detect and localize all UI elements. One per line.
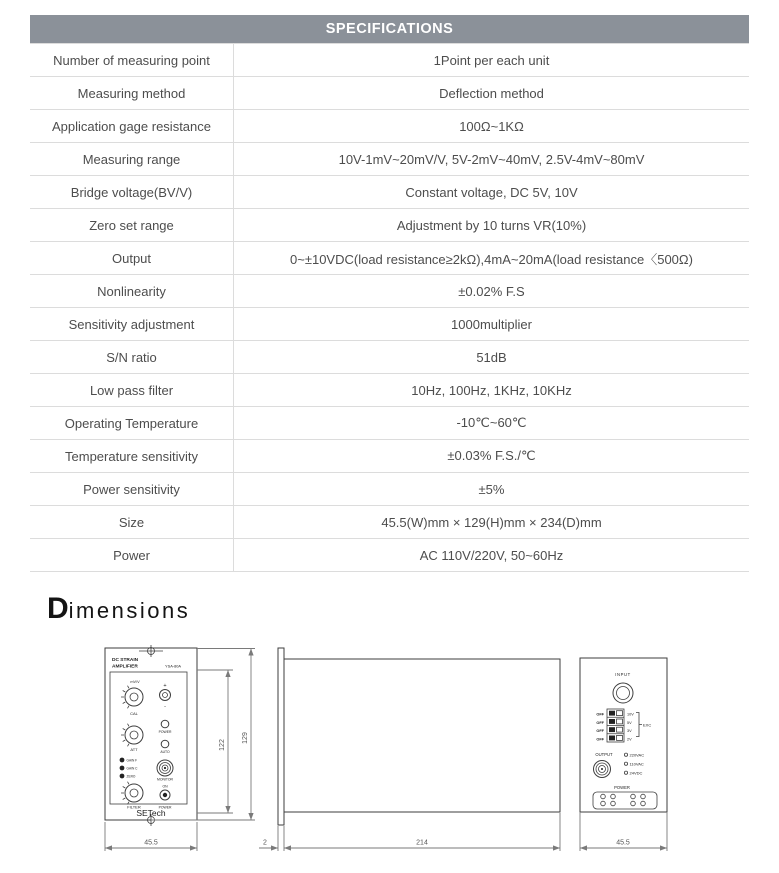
table-row	[30, 308, 749, 341]
spec-value: AC 110V/220V, 50~60Hz	[233, 539, 749, 571]
power-switch-label: POWER	[158, 805, 172, 810]
on-label: ON	[162, 784, 168, 789]
spec-value: -10℃~60℃	[233, 407, 749, 439]
table-row	[30, 539, 749, 572]
spec-value: Deflection method	[233, 77, 749, 109]
spec-label: Low pass filter	[89, 382, 174, 398]
rear-width-value: 45.5	[616, 839, 630, 847]
dip-off-label: OFF	[596, 712, 604, 717]
input-label: INPUT	[615, 672, 631, 677]
voltage-option-label: 110VAC	[629, 761, 644, 767]
gain-c-label: GAIN C	[126, 766, 138, 771]
cal-label: CAL	[130, 711, 138, 716]
spec-label: Bridge voltage(BV/V)	[70, 184, 193, 200]
spec-label: Power sensitivity	[83, 481, 180, 497]
spec-label: Power	[113, 547, 150, 563]
exc-label: EXC	[643, 722, 652, 728]
spec-table-title: SPECIFICATIONS	[30, 15, 749, 43]
output-label: OUTPUT	[595, 752, 613, 757]
side-body-outline	[284, 659, 560, 812]
spec-label: Temperature sensitivity	[65, 448, 198, 464]
spec-label: Zero set range	[89, 217, 174, 233]
spec-table-body	[30, 43, 749, 572]
plus-label: +	[163, 683, 167, 689]
height-value: 129	[242, 732, 249, 744]
zero-label: ZERO	[126, 774, 136, 779]
table-row	[30, 110, 749, 143]
monitor-connector	[157, 760, 173, 776]
filter-label: FILTER	[127, 804, 141, 810]
dip-off-label: OFF	[596, 720, 604, 725]
table-row	[30, 143, 749, 176]
table-row	[30, 77, 749, 110]
spec-value: 10Hz, 100Hz, 1KHz, 10KHz	[233, 374, 749, 406]
spec-label: Sensitivity adjustment	[68, 316, 195, 332]
dimensions-drawing	[85, 630, 725, 872]
gain-f-led	[120, 758, 125, 763]
spec-label: Output	[111, 250, 152, 266]
power-voltage-options	[624, 752, 644, 775]
table-row	[30, 407, 749, 440]
table-row	[30, 209, 749, 242]
front-width-dimension	[105, 822, 197, 851]
panel-title-line2: AMPLIFIER	[112, 664, 138, 670]
spec-label: Size	[118, 514, 145, 530]
cal-unit-label: mV/V	[130, 680, 140, 684]
table-row	[30, 473, 749, 506]
spec-value: 10V-1mV~20mV/V, 5V-2mV~40mV, 2.5V-4mV~80mV	[233, 143, 749, 175]
rear-width-dimension	[580, 812, 667, 851]
dimensions-heading-initial: D	[47, 592, 69, 625]
spec-value: Adjustment by 10 turns VR(10%)	[233, 209, 749, 241]
dip-off-label: OFF	[596, 737, 604, 742]
gain-f-label: GAIN F	[126, 758, 138, 763]
spec-value: ±0.03% F.S./℃	[233, 440, 749, 472]
panel-title-line1: DC STRAIN	[112, 658, 139, 663]
spec-label: Number of measuring point	[53, 52, 210, 68]
front-panel-outline	[105, 648, 197, 820]
table-row	[30, 44, 749, 77]
dimensions-heading	[47, 592, 190, 626]
spec-label: Measuring method	[77, 85, 186, 101]
specifications-table	[30, 15, 749, 572]
zero-led	[120, 774, 125, 779]
power-led-label: POWER	[158, 730, 172, 734]
front-width-value: 45.5	[144, 839, 158, 847]
spec-label: Operating Temperature	[64, 415, 199, 431]
minus-label: -	[164, 703, 166, 710]
spec-label: Application gage resistance	[52, 118, 211, 134]
monitor-label: MONITOR	[157, 777, 173, 782]
spec-label: S/N ratio	[106, 349, 157, 365]
side-dimensions	[259, 813, 560, 851]
table-row	[30, 506, 749, 539]
spec-value: 1000multiplier	[233, 308, 749, 340]
spec-value: 51dB	[233, 341, 749, 373]
dip-option-label: 3V	[627, 729, 632, 734]
rear-panel-view	[580, 658, 667, 851]
auto-label: AUTO	[160, 750, 170, 754]
output-connector	[594, 761, 611, 778]
dip-option-label: 5V	[627, 720, 632, 725]
spec-value: 0~±10VDC(load resistance≥2kΩ),4mA~20mA(load resistance〈500Ω)	[233, 242, 749, 274]
front-panel-view	[105, 645, 255, 851]
table-row	[30, 440, 749, 473]
spec-value: 100Ω~1KΩ	[233, 110, 749, 142]
spec-value: Constant voltage, DC 5V, 10V	[233, 176, 749, 208]
panel-model: YSA-80A	[165, 663, 182, 669]
inner-height-value: 122	[219, 739, 226, 751]
table-row	[30, 374, 749, 407]
spec-label: Measuring range	[82, 151, 181, 167]
brand-logo: SETech	[136, 808, 166, 818]
voltage-option-label: 220VAC	[629, 752, 645, 758]
spec-value: ±0.02% F.S	[233, 275, 749, 307]
rear-power-label: POWER	[614, 785, 630, 790]
spec-label: Nonlinearity	[97, 283, 166, 299]
table-row	[30, 341, 749, 374]
table-row	[30, 242, 749, 275]
panel-thickness-value: 2	[263, 839, 267, 847]
spec-value: 45.5(W)mm × 129(H)mm × 234(D)mm	[233, 506, 749, 538]
att-label: ATT	[130, 747, 138, 752]
dip-option-label: 10V	[627, 712, 634, 717]
table-row	[30, 176, 749, 209]
dimensions-heading-rest: imensions	[68, 598, 191, 623]
side-view	[259, 648, 560, 851]
dip-off-label: OFF	[596, 729, 604, 734]
side-front-panel-edge	[278, 648, 284, 825]
depth-value: 214	[416, 839, 428, 847]
spec-value: 1Point per each unit	[233, 44, 749, 76]
table-row	[30, 275, 749, 308]
dip-option-label: 2V	[627, 737, 632, 742]
voltage-option-label: 24VDC	[629, 770, 643, 776]
spec-value: ±5%	[233, 473, 749, 505]
gain-c-led	[120, 766, 125, 771]
